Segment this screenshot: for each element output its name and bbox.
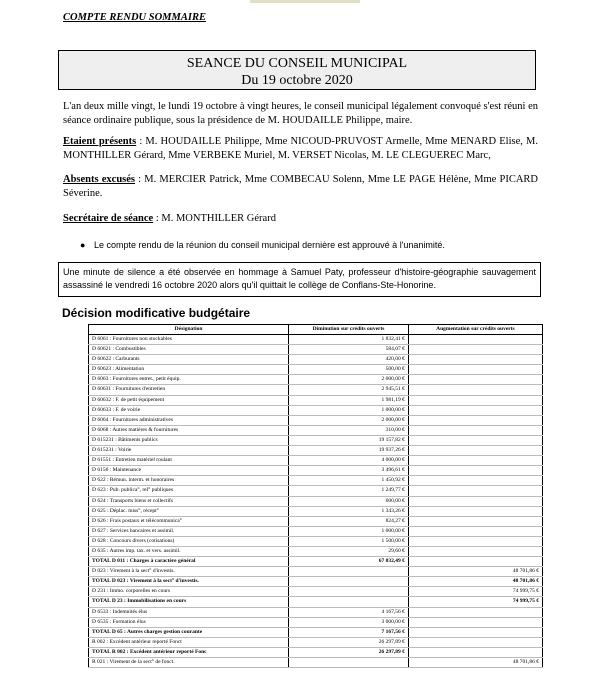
designation-cell: D 6063 : Fournitures entret., petit équip. [89,375,289,385]
augmentation-cell [408,526,542,536]
table-row [89,627,543,637]
designation-cell: D 635 : Autres imp. tax. et vers. assimil. [89,546,289,556]
designation-cell: D 60622 : Carburants [89,355,289,365]
table-row [89,617,543,627]
table-row [89,365,543,375]
designation-cell: D 231 : Immo. corporelles en cours [89,587,289,597]
table-row [89,587,543,597]
absents-text: : M. MERCIER Patrick, Mme COMBECAU Solenn, Mme LE PAGE Hélène, Mme PICARD Séverine. [63,174,538,199]
diminution-cell [289,577,409,587]
augmentation-cell [408,345,542,355]
diminution-cell: 4 000,00 € [289,456,409,466]
presents-text: : M. HOUDAILLE Philippe, Mme NICOUD-PRUVOST Armelle, Mme MENARD Elise, M. MONTHILLER Gérard, Mme VERBEKE Muriel, M. VERSET Nicolas, M. LE CLEGUEREC Marc, [63,136,539,161]
designation-cell: D 60632 : F. de petit équipement [89,395,289,405]
table-row [89,637,543,647]
designation-cell: D 023 : Virement à la sect° d'investis. [89,567,289,577]
scan-artifact [250,0,360,3]
designation-cell: D 60623 : Alimentation [89,365,289,375]
diminution-cell: 1 450,92 € [289,476,409,486]
section-title: Décision modificative budgétaire [62,306,251,320]
bullet-icon: ● [80,240,86,250]
diminution-cell: 310,00 € [289,425,409,435]
table-row [89,658,543,668]
designation-cell: D 6064 : Fournitures administratives [89,415,289,425]
table-row [89,557,543,567]
diminution-cell: 3 496,61 € [289,466,409,476]
approval-text: Le compte rendu de la réunion du conseil municipal dernière est approuvé à l'unanimité. [94,240,445,250]
augmentation-cell [408,516,542,526]
table-row [89,355,543,365]
title-line1: SEANCE DU CONSEIL MUNICIPAL [186,56,408,71]
augmentation-cell: 48 701,86 € [408,577,542,587]
table-row [89,335,543,345]
designation-cell: D 615231 : Bâtiments publics [89,435,289,445]
augmentation-cell [408,385,542,395]
designation-cell: D 622 : Rémun. interm. et honoraires [89,476,289,486]
table-row [89,597,543,607]
table-row [89,607,543,617]
augmentation-cell [408,355,542,365]
designation-cell: D 60633 : F. de voirie [89,405,289,415]
table-row [89,425,543,435]
secretaire-paragraph [63,212,538,226]
augmentation-cell [408,425,542,435]
augmentation-cell [408,617,542,627]
title-box [58,50,536,90]
table-row [89,647,543,657]
augmentation-cell [408,375,542,385]
table-row [89,577,543,587]
diminution-cell [289,587,409,597]
augmentation-cell [408,395,542,405]
designation-cell: D 60631 : Fournitures d'entretien [89,385,289,395]
diminution-cell: 500,00 € [289,365,409,375]
designation-cell: D 6535 : Formation élus [89,617,289,627]
augmentation-cell [408,607,542,617]
designation-cell: TOTAL R 002 : Excédent antérieur reporté Fonc [89,647,289,657]
designation-cell: R 002 : Excédent antérieur reporté Fonct [89,637,289,647]
diminution-cell: 2 945,51 € [289,385,409,395]
diminution-cell: 3 000,00 € [289,617,409,627]
diminution-cell: 2 000,00 € [289,375,409,385]
augmentation-cell [408,506,542,516]
designation-cell: D 6068 : Autres matières & fournitures [89,425,289,435]
designation-cell: D 627 : Services bancaires et assimil. [89,526,289,536]
augmentation-cell [408,486,542,496]
augmentation-cell: 74 999,75 € [408,587,542,597]
diminution-cell: 1 343,26 € [289,506,409,516]
diminution-cell: 29,60 € [289,546,409,556]
augmentation-cell [408,536,542,546]
diminution-cell: 19 937,26 € [289,446,409,456]
designation-cell: D 623 : Pub. publica°, rel° publiques [89,486,289,496]
secretaire-text: : M. MONTHILLER Gérard [153,213,276,224]
diminution-cell: 1 000,00 € [289,526,409,536]
augmentation-cell [408,496,542,506]
augmentation-cell [408,637,542,647]
designation-cell: D 6061 : Fournitures non stockables [89,335,289,345]
diminution-cell: 26 297,89 € [289,647,409,657]
augmentation-cell: 48 701,86 € [408,567,542,577]
table-row [89,476,543,486]
augmentation-cell [408,365,542,375]
table-row [89,536,543,546]
hommage-box: Une minute de silence a été observée en hommage à Samuel Paty, professeur d'histoire-géographie sauvagement assassiné le vendredi 16 octobre 2020 alors qu'il quittait le collège de Conflans-Ste-Honorine. [58,262,541,297]
budget-header-row [89,325,543,335]
designation-cell: D 60621 : Combustibles [89,345,289,355]
diminution-cell: 19 157,82 € [289,435,409,445]
table-row [89,506,543,516]
header-augmentation: Augmentation sur crédits ouverts [408,325,542,335]
diminution-cell: 1 249,77 € [289,486,409,496]
header-diminution: Diminution sur crédits ouverts [289,325,409,335]
designation-cell: TOTAL D 011 : Charges à caractère général [89,557,289,567]
table-row [89,405,543,415]
diminution-cell: 1 000,00 € [289,405,409,415]
augmentation-cell [408,435,542,445]
augmentation-cell [408,446,542,456]
table-row [89,567,543,577]
diminution-cell: 824,27 € [289,516,409,526]
augmentation-cell [408,557,542,567]
designation-cell: D 61551 : Entretien matériel roulant [89,456,289,466]
table-row [89,526,543,536]
absents-paragraph [63,173,538,201]
designation-cell: TOTAL D 23 : Immobilisations en cours [89,597,289,607]
diminution-cell: 2 000,00 € [289,415,409,425]
diminution-cell: 7 167,56 € [289,627,409,637]
table-row [89,375,543,385]
designation-cell: D 626 : Frais postaux et télécommunica° [89,516,289,526]
budget-body [89,335,543,668]
designation-cell: D 6156 : Maintenance [89,466,289,476]
designation-cell: TOTAL D 023 : Virement à la sect° d'investis. [89,577,289,587]
diminution-cell: 420,00 € [289,355,409,365]
augmentation-cell [408,627,542,637]
table-row [89,446,543,456]
diminution-cell: 584,07 € [289,345,409,355]
diminution-cell [289,658,409,668]
augmentation-cell [408,466,542,476]
augmentation-cell [408,335,542,345]
budget-table [88,324,543,668]
diminution-cell: 4 167,56 € [289,607,409,617]
table-row [89,435,543,445]
designation-cell: D 625 : Déplac. miss°, récept° [89,506,289,516]
title-line2: Du 19 octobre 2020 [241,73,353,88]
table-row [89,395,543,405]
table-row [89,516,543,526]
diminution-cell [289,597,409,607]
augmentation-cell [408,405,542,415]
header-label: COMPTE RENDU SOMMAIRE [63,12,206,23]
table-row [89,486,543,496]
augmentation-cell [408,647,542,657]
diminution-cell: 1 832,41 € [289,335,409,345]
augmentation-cell: 74 999,75 € [408,597,542,607]
presents-label: Etaient présents [63,136,137,147]
table-row [89,415,543,425]
approval-bullet [80,240,540,250]
table-row [89,496,543,506]
designation-cell: D 624 : Transports biens et collectifs [89,496,289,506]
table-row [89,345,543,355]
augmentation-cell: 48 701,86 € [408,658,542,668]
table-row [89,456,543,466]
absents-label: Absents excusés [63,174,135,185]
designation-cell: R 021 : Virement de la sect° de fonct. [89,658,289,668]
designation-cell: TOTAL D 65 : Autres charges gestion courante [89,627,289,637]
header-designation: Désignation [89,325,289,335]
diminution-cell: 1 981,19 € [289,395,409,405]
augmentation-cell [408,456,542,466]
table-row [89,546,543,556]
augmentation-cell [408,476,542,486]
diminution-cell: 26 297,89 € [289,637,409,647]
diminution-cell: 1 500,00 € [289,536,409,546]
secretaire-label: Secrétaire de séance [63,213,154,224]
intro-paragraph: L'an deux mille vingt, le lundi 19 octobre à vingt heures, le conseil municipal légalement convoqué s'est réuni en séance ordinaire publique, sous la présidence de M. HOUDAILLE Philippe, maire. [63,101,538,126]
designation-cell: D 615231 : Voirie [89,446,289,456]
diminution-cell [289,567,409,577]
table-row [89,385,543,395]
designation-cell: D 628 : Concours divers (cotisations) [89,536,289,546]
presents-paragraph [63,135,538,163]
table-row [89,466,543,476]
designation-cell: D 6533 : Indemnités élus [89,607,289,617]
diminution-cell: 67 832,49 € [289,557,409,567]
diminution-cell: 600,00 € [289,496,409,506]
augmentation-cell [408,546,542,556]
augmentation-cell [408,415,542,425]
